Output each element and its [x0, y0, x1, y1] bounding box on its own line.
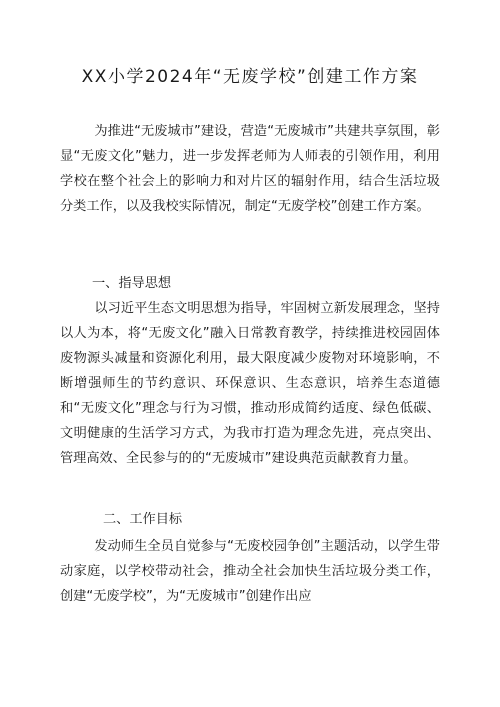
document-title: XX小学2024年“无废学校”创建工作方案 [81, 67, 419, 87]
section-heading-work-goals: 二、工作目标 [103, 512, 183, 527]
section-body-work-goals: 发动师生全员自觉参与“无废校园争创”主题活动，以学生带动家庭，以学校带动社会，推动全社会加快生活垃圾分类工作，创建“无废学校”，为“无废城市”创建作出应 [60, 539, 440, 604]
section-body-guiding-ideology: 以习近平生态文明思想为指导，牢固树立新发展理念，坚持以人为本，将“无废文化”融入日常教育教学，持续推进校园固体废物源头减量和资源化利用，最大限度减少废物对环境影响，不断增强师生的节约意识、环保意识、生态意识，培养生态道德和“无废文化”理念与行为习惯，推动形成简约适度、绿色低碳、文明健康的生活学习方式，为我市打造为理念先进，亮点突出、管理高效、全民参与的的“无废城市”建设典范贡献教育力量。 [60, 301, 440, 466]
section-heading-guiding-ideology: 一、指导思想 [92, 276, 172, 291]
intro-paragraph: 为推进“无废城市”建设，营造“无废城市”共建共享氛围，彰显“无废文化”魅力，进一步发挥老师为人师表的引领作用，利用学校在整个社会上的影响力和对片区的辐射作用，结合生活垃圾分类工作，以及我校实际情况，制定“无废学校”创建工作方案。 [60, 124, 440, 214]
